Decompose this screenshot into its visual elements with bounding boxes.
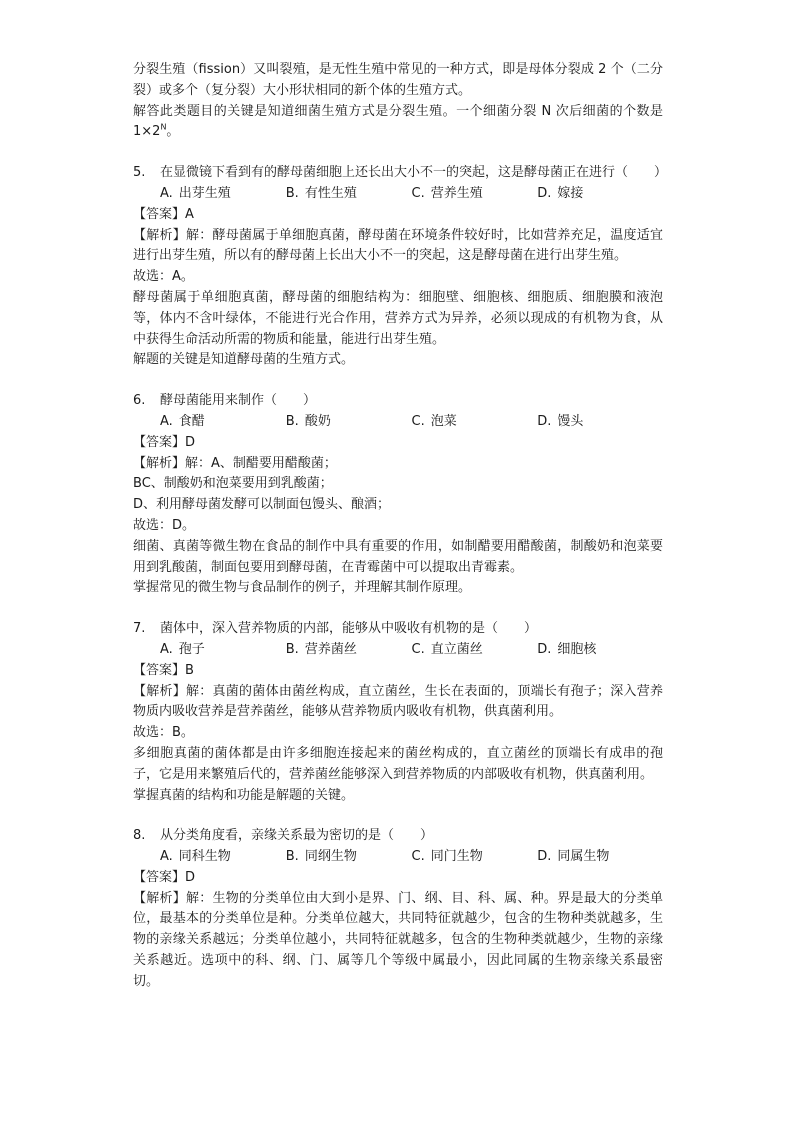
analysis-paragraph: D、利用酵母菌发酵可以制面包馒头、酿酒； (133, 497, 391, 513)
option-text: 泡菜 (430, 413, 457, 429)
option-letter: D. (537, 185, 552, 201)
option-text: 食醋 (178, 413, 205, 429)
analysis-first (133, 454, 663, 475)
question-stem (133, 163, 668, 184)
question-text: 酵母菌能用来制作（ ） (160, 393, 317, 409)
option-text: 直立菌丝 (430, 641, 483, 657)
analysis-first (133, 889, 663, 993)
option-text: 营养生殖 (430, 185, 483, 201)
answer-tag: 【答案】 (133, 434, 186, 450)
option-letter: B. (285, 849, 299, 865)
option-text: 孢子 (178, 641, 205, 657)
option-a (160, 847, 286, 868)
answer-line (133, 868, 663, 889)
option-text: 同纲生物 (304, 849, 357, 865)
option-a (160, 184, 286, 205)
option-c (412, 184, 538, 205)
analysis-paragraph: 掌握常见的微生物与食品制作的例子，并理解其制作原理。 (133, 580, 472, 596)
option-b (286, 640, 412, 661)
option-text: 营养菌丝 (304, 641, 357, 657)
answer-tag: 【答案】 (133, 662, 186, 678)
analysis-tag: 【解析】 (133, 683, 187, 699)
options-row (133, 412, 663, 433)
options-row (133, 640, 663, 661)
option-a (160, 640, 286, 661)
answer-tag: 【答案】 (133, 206, 186, 222)
option-c (412, 847, 538, 868)
analysis-paragraph: 掌握真菌的结构和功能是解题的关键。 (133, 787, 355, 803)
analysis-text: 解：生物的分类单位由大到小是界、门、纲、目、科、属、种。界是最大的分类单位，最基本的分类单位是种。分类单位越大，共同特征就越少，包含的生物种类就越多，生物的亲缘关系越远；分类单位越小，共同特征就越多，包含的生物种类就越少，生物的亲缘关系越近。选项中的科、纲、门、属等几个等级中属最小，因此同属的生物亲缘关系最密切。 (133, 890, 663, 989)
option-letter: A. (160, 413, 173, 429)
question-7 (133, 619, 663, 806)
option-text: 同属生物 (557, 849, 610, 865)
option-text: 细胞核 (557, 641, 597, 657)
option-letter: B. (285, 641, 299, 657)
option-letter: C. (411, 413, 425, 429)
analysis-text: 解：真菌的菌体由菌丝构成，直立菌丝，生长在表面的，顶端长有孢子；深入营养物质内吸收营养是营养菌丝，能够从营养物质内吸收有机物，供真菌利用。 (133, 683, 663, 720)
option-text: 同科生物 (178, 849, 231, 865)
intro-paragraph-2 (133, 102, 663, 144)
option-letter: D. (537, 849, 552, 865)
analysis-paragraph: 酵母菌属于单细胞真菌，酵母菌的细胞结构为：细胞壁、细胞核、细胞质、细胞膜和液泡等，体内不含叶绿体，不能进行光合作用，营养方式为异养，必须以现成的有机物为食，从中获得生命活动所需的物质和能量，能进行出芽生殖。 (133, 289, 663, 347)
exponent-n: N (160, 123, 167, 133)
question-number: 8. (133, 828, 146, 844)
question-5 (133, 163, 668, 371)
question-stem (133, 619, 663, 640)
option-a (160, 412, 286, 433)
option-letter: A. (160, 849, 173, 865)
answer-value: D (185, 434, 196, 450)
answer-value: B (185, 662, 194, 678)
option-letter: C. (411, 185, 425, 201)
analysis-paragraph: 多细胞真菌的菌体都是由许多细胞连接起来的菌丝构成的，直立菌丝的顶端长有成串的孢子，它是用来繁殖后代的，营养菌丝能够深入到营养物质的内部吸收有机物，供真菌利用。 (133, 745, 663, 782)
option-letter: C. (411, 641, 425, 657)
analysis-text: 解：酵母菌属于单细胞真菌，酵母菌在环境条件较好时，比如营养充足，温度适宜进行出芽生殖，所以有的酵母菌上长出大小不一的突起，这是酵母菌在进行出芽生殖。 (133, 227, 663, 264)
option-text: 馒头 (557, 413, 584, 429)
option-c (412, 412, 538, 433)
analysis-paragraph: BC、制酸奶和泡菜要用到乳酸菌； (133, 476, 333, 492)
answer-value: A (185, 206, 194, 222)
analysis-tag: 【解析】 (133, 227, 187, 243)
answer-line (133, 661, 663, 682)
intro-paragraph-1: 分裂生殖（fission）又叫裂殖，是无性生殖中常见的一种方式，即是母体分裂成 2 个（二分裂）或多个（复分裂）大小形状相同的新个体的生殖方式。 (133, 62, 663, 98)
analysis-text: 解：A、制醋要用醋酸菌； (185, 455, 337, 471)
option-c (412, 640, 538, 661)
option-d (537, 847, 663, 868)
answer-line (133, 433, 663, 454)
option-text: 同门生物 (430, 849, 483, 865)
question-text: 在显微镜下看到有的酵母菌细胞上还长出大小不一的突起，这是酵母菌正在进行（ ） (160, 165, 668, 181)
question-text: 菌体中，深入营养物质的内部，能够从中吸收有机物的是（ ） (160, 621, 538, 637)
analysis-paragraph: 故选：D。 (133, 517, 196, 533)
question-number: 5. (133, 165, 146, 181)
question-8 (133, 826, 663, 992)
option-letter: B. (285, 185, 299, 201)
intro-paragraph-2-end: 。 (166, 124, 180, 140)
question-number: 6. (133, 393, 146, 409)
option-text: 有性生殖 (304, 185, 357, 201)
intro-paragraph-2-text: 解答此类题目的关键是知道细菌生殖方式是分裂生殖。一个细菌分裂 N 次后细菌的个数是 1×2 (133, 103, 663, 140)
option-letter: A. (160, 185, 173, 201)
answer-value: D (185, 869, 196, 885)
option-text: 嫁接 (557, 185, 584, 201)
analysis-paragraph: 故选：A。 (133, 269, 194, 285)
question-stem (133, 391, 663, 412)
analysis-first (133, 682, 663, 724)
option-letter: A. (160, 641, 173, 657)
option-letter: B. (285, 413, 299, 429)
option-text: 出芽生殖 (178, 185, 231, 201)
option-letter: D. (537, 413, 552, 429)
option-b (286, 184, 412, 205)
answer-line (133, 205, 663, 226)
option-letter: D. (537, 641, 552, 657)
document-page (133, 60, 668, 993)
question-6 (133, 391, 663, 599)
option-text: 酸奶 (304, 413, 331, 429)
question-stem (133, 826, 663, 847)
option-b (286, 847, 412, 868)
analysis-tag: 【解析】 (133, 890, 187, 906)
option-d (537, 184, 663, 205)
analysis-tag: 【解析】 (133, 455, 186, 471)
options-row (133, 184, 663, 205)
option-d (537, 412, 663, 433)
option-d (537, 640, 663, 661)
option-b (286, 412, 412, 433)
option-letter: C. (411, 849, 425, 865)
analysis-paragraph: 细菌、真菌等微生物在食品的制作中具有重要的作用，如制醋要用醋酸菌，制酸奶和泡菜要用到乳酸菌，制面包要用到酵母菌，在青霉菌中可以提取出青霉素。 (133, 538, 663, 575)
question-text: 从分类角度看，亲缘关系最为密切的是（ ） (160, 828, 434, 844)
analysis-paragraph: 故选：B。 (133, 725, 194, 741)
analysis-paragraph: 解题的关键是知道酵母菌的生殖方式。 (133, 352, 355, 368)
answer-tag: 【答案】 (133, 869, 186, 885)
options-row (133, 847, 663, 868)
analysis-first (133, 226, 663, 268)
question-number: 7. (133, 621, 146, 637)
